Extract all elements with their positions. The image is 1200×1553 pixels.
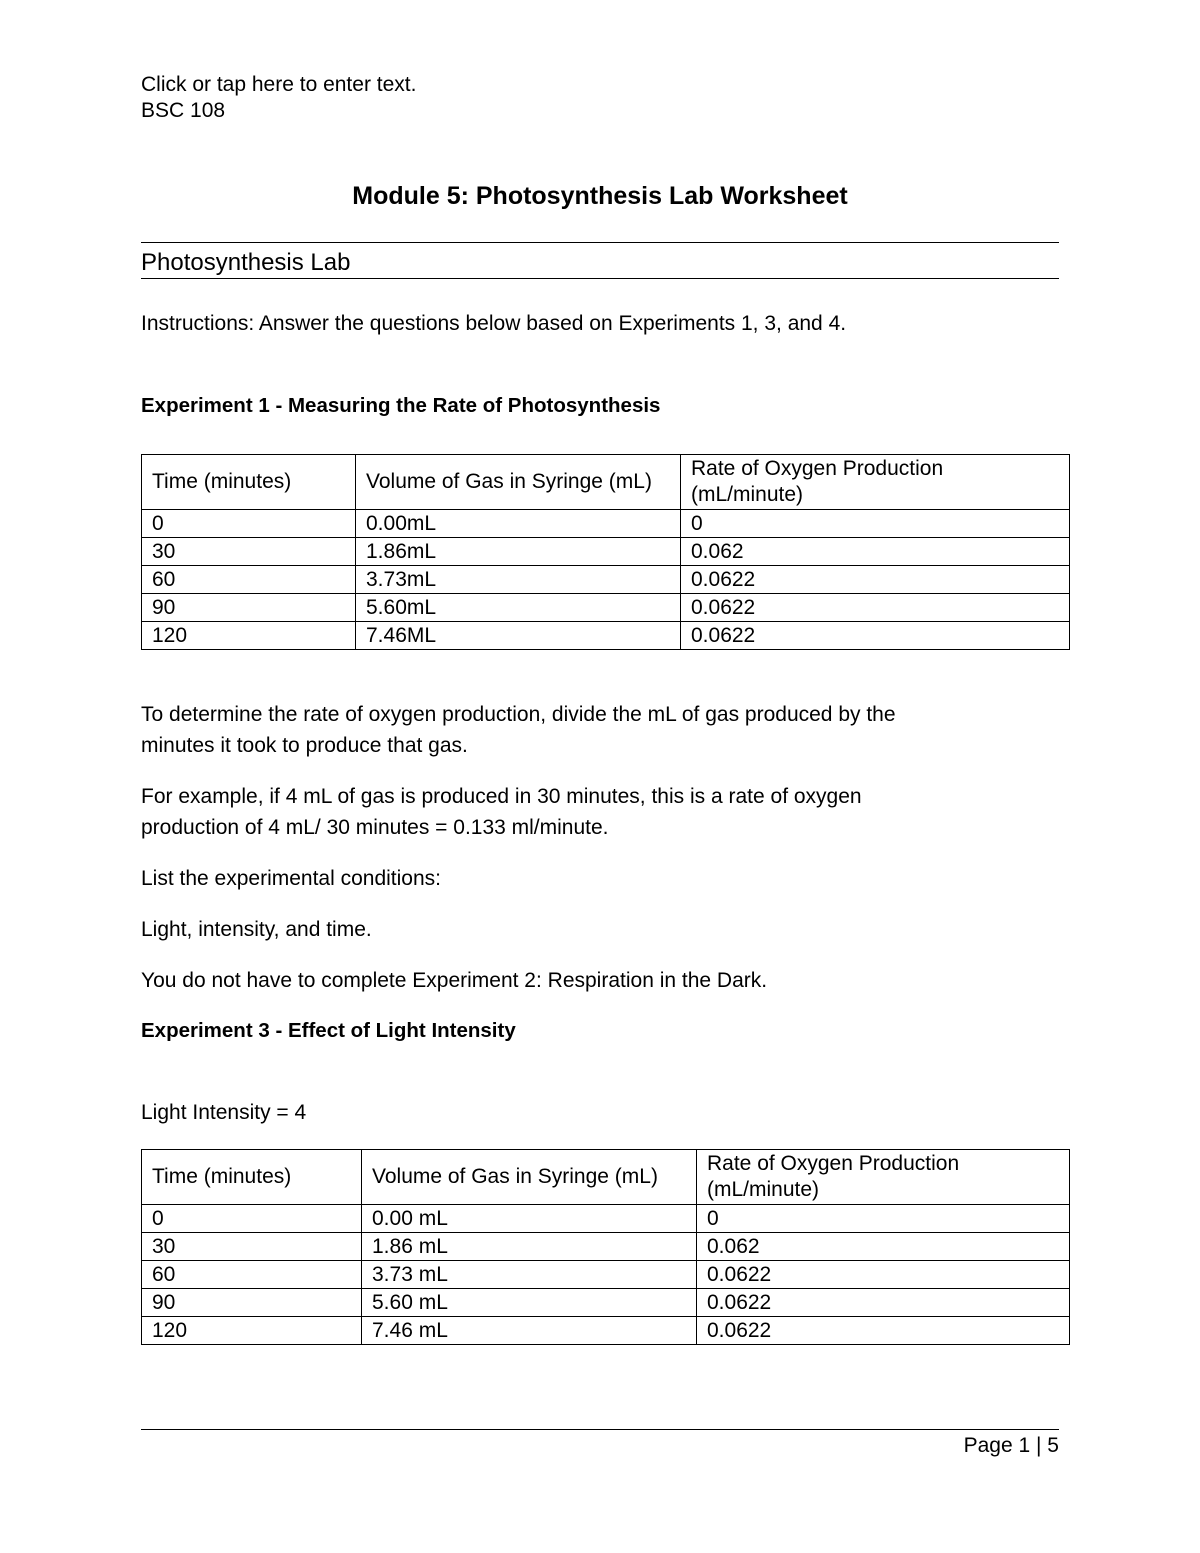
conditions-answer[interactable]: Light, intensity, and time. [141, 918, 372, 941]
table-cell[interactable]: 3.73mL [356, 566, 681, 594]
table-cell[interactable]: 0.0622 [681, 594, 1070, 622]
table-row [142, 538, 1070, 566]
table-cell[interactable]: 0 [697, 1205, 1070, 1233]
rate-explanation-line2: minutes it took to produce that gas. [141, 734, 468, 757]
conditions-prompt: List the experimental conditions: [141, 867, 441, 890]
table-cell[interactable]: 60 [142, 566, 356, 594]
table-cell[interactable]: 0.062 [681, 538, 1070, 566]
table-cell[interactable]: 0 [681, 510, 1070, 538]
table-header-row [142, 455, 1070, 510]
table-row [142, 1317, 1070, 1345]
table-cell[interactable]: 1.86 mL [362, 1233, 697, 1261]
table-cell[interactable]: 30 [142, 538, 356, 566]
rate-explanation-line1: To determine the rate of oxygen production, divide the mL of gas produced by the [141, 703, 896, 726]
section-heading: Photosynthesis Lab [141, 249, 351, 276]
table-cell[interactable]: 7.46ML [356, 622, 681, 650]
table-header-cell[interactable]: Rate of Oxygen Production (mL/minute) [697, 1150, 1070, 1205]
experiment1-heading: Experiment 1 - Measuring the Rate of Photosynthesis [141, 394, 661, 417]
table-cell[interactable]: 0.0622 [681, 622, 1070, 650]
table-header-cell[interactable]: Rate of Oxygen Production (mL/minute) [681, 455, 1070, 510]
experiment1-table [141, 454, 1070, 650]
table-header-row [142, 1150, 1070, 1205]
table-header-cell[interactable]: Volume of Gas in Syringe (mL) [356, 455, 681, 510]
table-header-cell[interactable]: Time (minutes) [142, 455, 356, 510]
instructions-text: Instructions: Answer the questions below based on Experiments 1, 3, and 4. [141, 312, 847, 335]
table-row [142, 1289, 1070, 1317]
table-cell[interactable]: 90 [142, 594, 356, 622]
table-cell[interactable]: 0 [142, 510, 356, 538]
table-cell[interactable]: 90 [142, 1289, 362, 1317]
table-cell[interactable]: 0.00 mL [362, 1205, 697, 1233]
table-row [142, 510, 1070, 538]
example-line1: For example, if 4 mL of gas is produced in 30 minutes, this is a rate of oxygen [141, 785, 862, 808]
table-cell[interactable]: 7.46 mL [362, 1317, 697, 1345]
table-cell[interactable]: 3.73 mL [362, 1261, 697, 1289]
experiment3-heading: Experiment 3 - Effect of Light Intensity [141, 1019, 516, 1042]
table-cell[interactable]: 0.00mL [356, 510, 681, 538]
example-line2: production of 4 mL/ 30 minutes = 0.133 ml/minute. [141, 816, 609, 839]
table-cell[interactable]: 120 [142, 1317, 362, 1345]
table-row [142, 566, 1070, 594]
table-cell[interactable]: 60 [142, 1261, 362, 1289]
section-rule-bottom [141, 278, 1059, 279]
table-row [142, 594, 1070, 622]
light-intensity-label: Light Intensity = 4 [141, 1101, 307, 1124]
course-code: BSC 108 [141, 99, 226, 122]
table-cell[interactable]: 0.0622 [697, 1317, 1070, 1345]
table-cell[interactable]: 0.062 [697, 1233, 1070, 1261]
experiment2-note: You do not have to complete Experiment 2: Respiration in the Dark. [141, 969, 768, 992]
table-header-cell[interactable]: Volume of Gas in Syringe (mL) [362, 1150, 697, 1205]
page-title: Module 5: Photosynthesis Lab Worksheet [352, 182, 848, 210]
experiment3-table [141, 1149, 1070, 1345]
table-cell[interactable]: 30 [142, 1233, 362, 1261]
table-row [142, 1261, 1070, 1289]
table-row [142, 622, 1070, 650]
table-cell[interactable]: 1.86mL [356, 538, 681, 566]
content-control-placeholder[interactable]: Click or tap here to enter text. [141, 73, 417, 96]
table-cell[interactable]: 120 [142, 622, 356, 650]
table-cell[interactable]: 0.0622 [697, 1261, 1070, 1289]
section-rule-top [141, 242, 1059, 243]
table-row [142, 1233, 1070, 1261]
table-row [142, 1205, 1070, 1233]
table-cell[interactable]: 0 [142, 1205, 362, 1233]
table-cell[interactable]: 5.60 mL [362, 1289, 697, 1317]
table-cell[interactable]: 0.0622 [697, 1289, 1070, 1317]
table-header-cell[interactable]: Time (minutes) [142, 1150, 362, 1205]
page-number: Page 1 | 5 [963, 1434, 1059, 1457]
footer-rule [141, 1429, 1059, 1430]
table-cell[interactable]: 0.0622 [681, 566, 1070, 594]
table-cell[interactable]: 5.60mL [356, 594, 681, 622]
